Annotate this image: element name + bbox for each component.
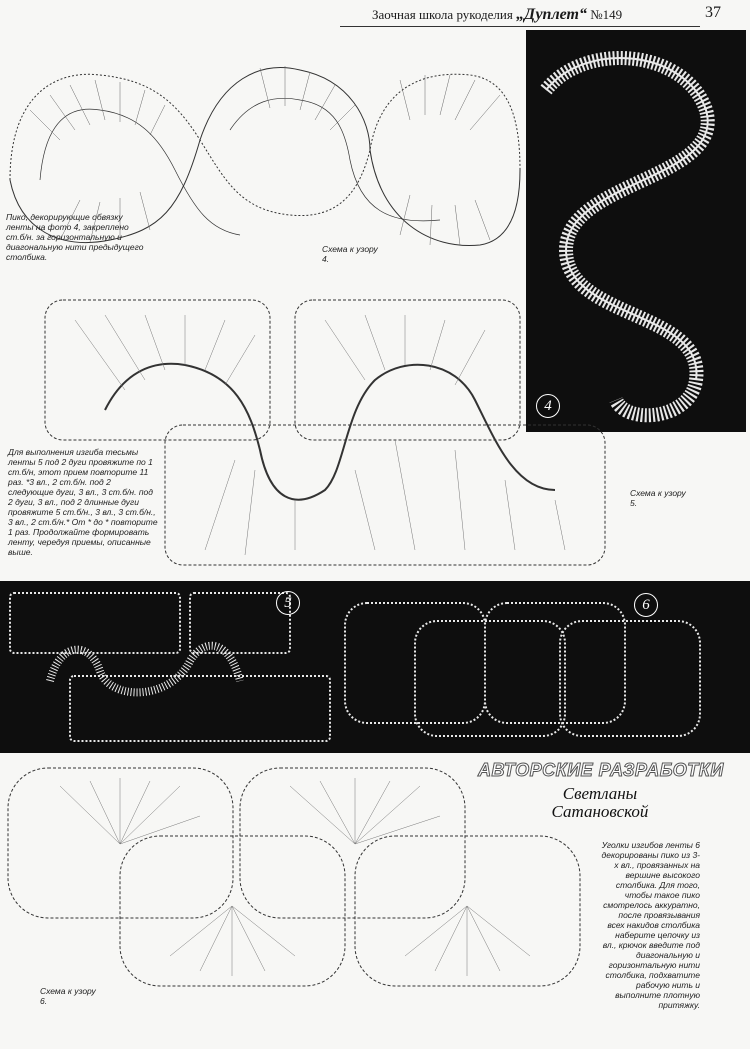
photo-band bbox=[0, 581, 750, 753]
picot-note: Пико, декорирующие обвязку ленты на фото 4, закреплено ст.б/н. за горизонтальную и диагональную нити предыдущего столбика. bbox=[6, 212, 144, 262]
corner-note: Уголки изгибов ленты 6 декорированы пико из 3-х вл., провязанных на вершине высокого столбика. Для того, чтобы такое пико смотрелось аккуратно, после провязывания всех накидов столбика наберите цепочку из вл., крючок введите под диагональную и горизонтальную нити столбика, подхватите рабочую нить и выполните плотную притяжку. bbox=[601, 840, 700, 1010]
photo-6-label: 6 bbox=[634, 593, 658, 617]
photo-5-label: 5 bbox=[276, 591, 300, 615]
rubric-title: АВТОРСКИЕ РАЗРАБОТКИ bbox=[478, 760, 724, 780]
issue-number: №149 bbox=[590, 7, 623, 22]
scheme4-caption: Схема к узору 4. bbox=[322, 244, 378, 264]
bend-note: Для выполнения изгиба тесьмы ленты 5 под 2 дуги провяжите по 1 ст.б/н, этот прием повторите 11 раз. *3 вл., 2 ст.б/н. под 2 следующие дуги, 3 вл., 3 ст.б/н. под 2 дуги, 3 вл., под 2 длинные дуги провяжите 5 ст.б/н., 3 вл., 3 ст.б/н., 3 вл., 2 ст.б/н.* От * до * повторите 1 раз. Продолжайте формировать ленту, чередуя приемы, описанные выше. bbox=[8, 447, 158, 557]
author-first-name: Светланы bbox=[562, 784, 638, 803]
scheme5-caption: Схема к узору 5. bbox=[630, 488, 686, 508]
page-number: 37 bbox=[705, 4, 721, 21]
magazine-header bbox=[372, 6, 622, 24]
scheme6-caption: Схема к узору 6. bbox=[40, 986, 96, 1006]
magazine-brand: „Дуплет“ bbox=[516, 6, 587, 23]
author-last-name: Сатановской bbox=[551, 802, 649, 821]
school-title: Заочная школа рукоделия bbox=[372, 7, 513, 22]
header-rule bbox=[340, 26, 700, 27]
scheme6-diagram bbox=[0, 756, 610, 1016]
photo-4-label: 4 bbox=[536, 394, 560, 418]
